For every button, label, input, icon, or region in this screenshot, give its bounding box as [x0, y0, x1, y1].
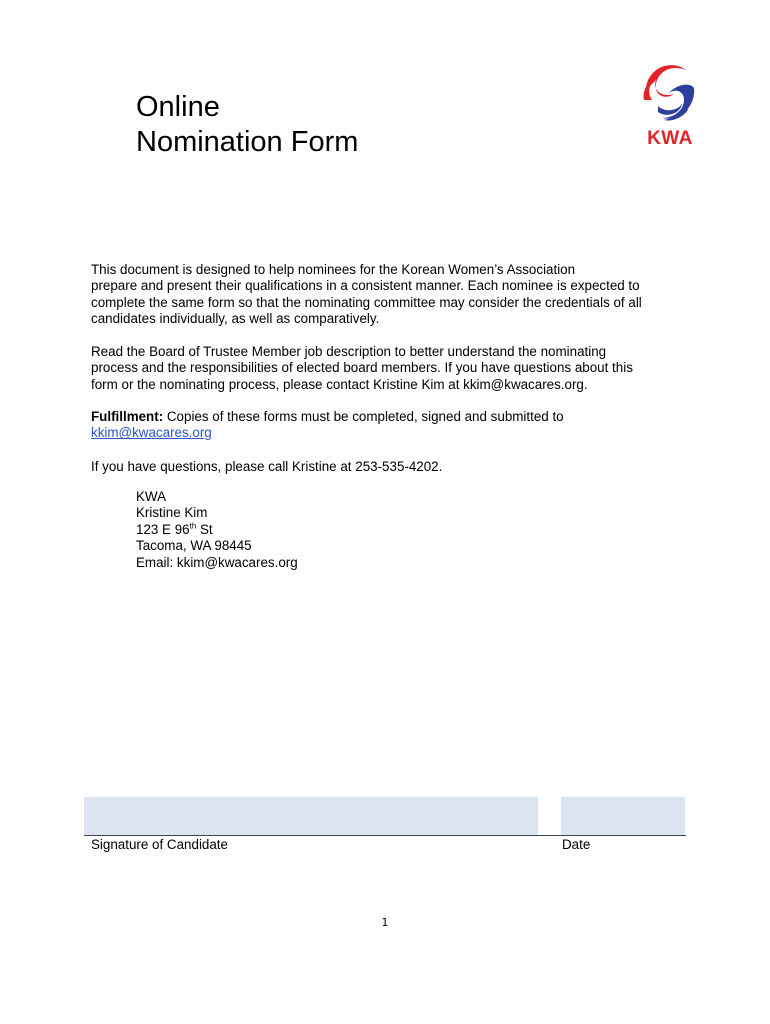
questions-paragraph	[91, 459, 681, 475]
intro-line: prepare and present their qualifications in a consistent manner. Each nominee is expected to	[91, 278, 640, 294]
fulfillment-label: Fulfillment:	[91, 409, 164, 424]
read-line: process and the responsibilities of elected board members. If you have questions about this	[91, 360, 633, 376]
document-title	[136, 90, 358, 160]
date-field[interactable]	[561, 797, 685, 835]
email-link[interactable]: kkim@kwacares.org	[91, 425, 212, 441]
address-org: KWA	[136, 489, 167, 504]
intro-paragraph	[91, 262, 681, 328]
fulfillment-paragraph	[91, 409, 681, 442]
taegeuk-emblem-icon	[636, 60, 704, 126]
read-line: form or the nominating process, please contact Kristine Kim at kkim@kwacares.org.	[91, 376, 588, 392]
fulfillment-text: Copies of these forms must be completed, signed and submitted to	[166, 409, 564, 424]
address-city: Tacoma, WA 98445	[136, 538, 252, 554]
logo-wordmark: KWA	[647, 128, 693, 149]
title-line-2: Nomination Form	[136, 126, 359, 158]
candidate-signature-field[interactable]	[84, 797, 538, 835]
date-label: Date	[562, 837, 591, 852]
intro-line: This document is designed to help nominees for the Korean Women’s Association	[91, 262, 576, 277]
kwa-logo	[636, 60, 704, 152]
page-number: 1	[381, 916, 389, 929]
intro-line: candidates individually, as well as comparatively.	[91, 311, 380, 327]
title-line-1: Online	[136, 91, 220, 123]
address-street: 123 E 96th St	[136, 521, 213, 537]
questions-text: If you have questions, please call Kristine at 253-535-4202.	[91, 459, 443, 474]
contact-address	[136, 489, 298, 571]
read-line: Read the Board of Trustee Member job description to better understand the nominating	[91, 344, 607, 359]
intro-line: complete the same form so that the nominating committee may consider the credentials of all	[91, 294, 642, 310]
address-name: Kristine Kim	[136, 505, 208, 521]
read-paragraph	[91, 344, 681, 393]
candidate-signature-label: Signature of Candidate	[91, 837, 228, 852]
address-email: Email: kkim@kwacares.org	[136, 554, 298, 570]
signature-line	[84, 835, 686, 836]
